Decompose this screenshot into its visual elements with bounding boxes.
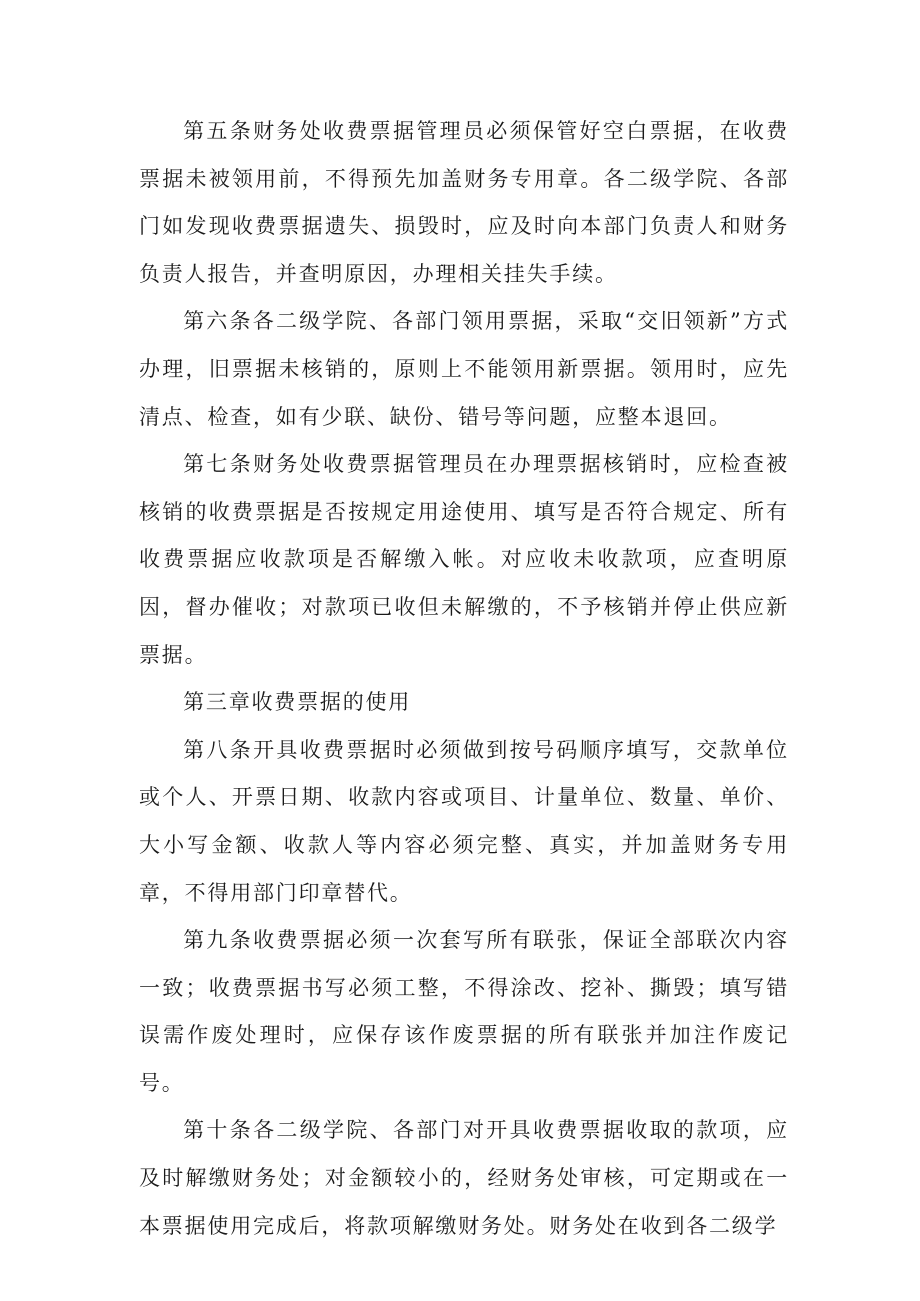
article-9-paragraph: 第九条收费票据必须一次套写所有联张，保证全部联次内容一致；收费票据书写必须工整，不得涂改、挖补、撕毁；填写错误需作废处理时，应保存该作废票据的所有联张并加注作废记号。: [139, 928, 789, 1095]
chapter-3-heading: 第三章收费票据的使用: [183, 690, 412, 715]
article-7-paragraph: 第七条财务处收费票据管理员在办理票据核销时，应检查被核销的收费票据是否按规定用途使用、填写是否符合规定、所有收费票据应收款项是否解缴入帐。对应收未收款项，应查明原因，督办催收；对款项已收但未解缴的，不予核销并停止供应新票据。: [139, 452, 789, 667]
document-body: [139, 108, 789, 1250]
article-10-paragraph: 第十条各二级学院、各部门对开具收费票据收取的款项，应及时解缴财务处；对金额较小的，经财务处审核，可定期或在一本票据使用完成后，将款项解缴财务处。财务处在收到各二级学: [139, 1118, 789, 1238]
article-5-paragraph: 第五条财务处收费票据管理员必须保管好空白票据，在收费票据未被领用前，不得预先加盖财务专用章。各二级学院、各部门如发现收费票据遗失、损毁时，应及时向本部门负责人和财务负责人报告，并查明原因，办理相关挂失手续。: [139, 119, 789, 286]
article-8-paragraph: 第八条开具收费票据时必须做到按号码顺序填写，交款单位或个人、开票日期、收款内容或项目、计量单位、数量、单价、大小写金额、收款人等内容必须完整、真实，并加盖财务专用章，不得用部门印章替代。: [139, 737, 789, 905]
article-6-paragraph: 第六条各二级学院、各部门领用票据，采取“交旧领新”方式办理，旧票据未核销的，原则上不能领用新票据。领用时，应先清点、检查，如有少联、缺份、错号等问题，应整本退回。: [139, 309, 789, 429]
